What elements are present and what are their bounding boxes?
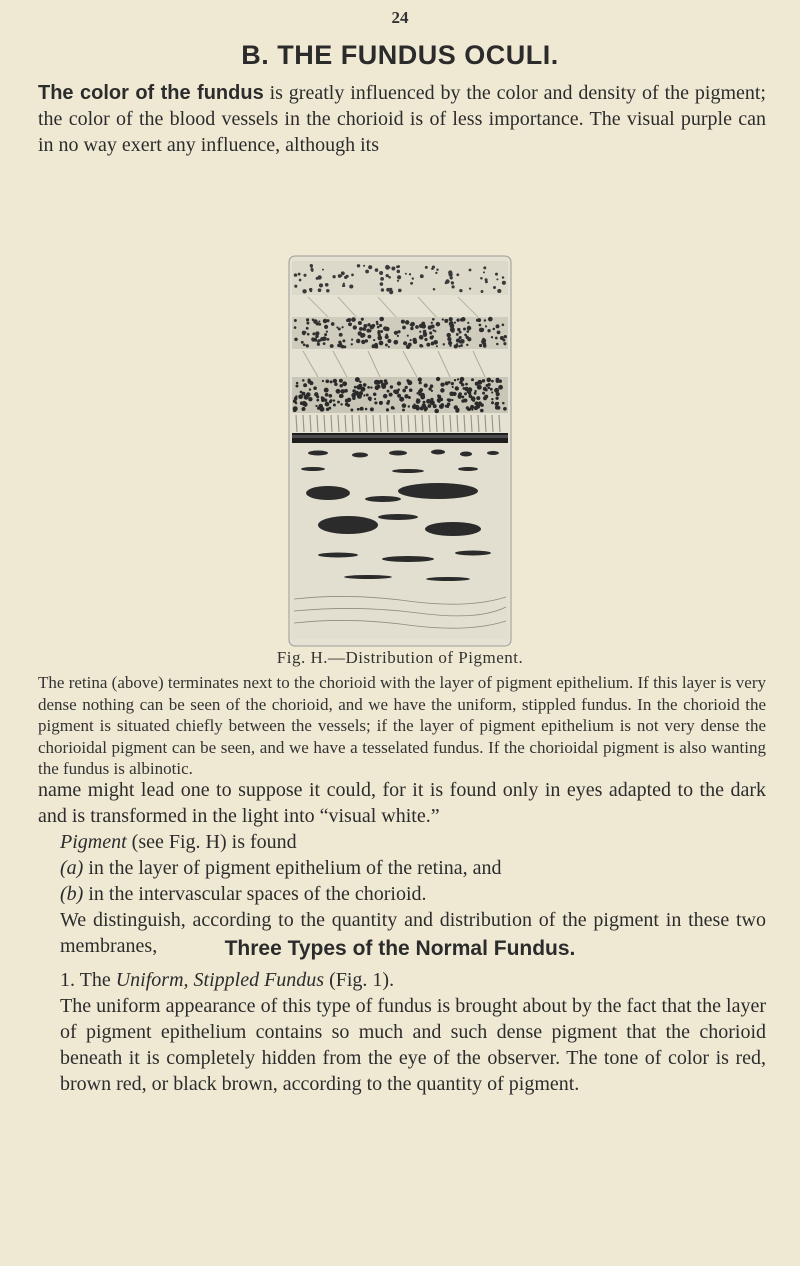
type-1-title: 1. The Uniform, Stippled Fundus (Fig. 1). — [60, 969, 395, 991]
figure-description: The retina (above) terminates next to the chorioid with the layer of pigment epithelium. If this layer is very dense nothing can be seen of the chorioid, and we have the uniform, stippled fundus. In the chorioid the pigment is situated chiefly between the vessels; if the layer of pigment epithelium is not very dense the chorioidal pigment can be seen, and we have a tesselated fundus. If the chorioidal pigment is also wanting the fundus is albinotic. — [38, 673, 766, 778]
intro-lead-in: The color of the fundus — [38, 82, 264, 104]
types-subheading: Three Types of the Normal Fundus. — [224, 937, 576, 960]
list-item-a: (a) in the layer of pigment epithelium of the retina, and — [60, 857, 502, 879]
page-number: 24 — [391, 8, 409, 27]
list-item-b: (b) in the intervascular spaces of the chorioid. — [60, 883, 427, 905]
pigment-line: Pigment (see Fig. H) is found — [60, 831, 297, 853]
type-1-paragraph: The uniform appearance of this type of fundus is brought about by the fact that the layer of pigment epithelium contains so much and such dense pigment that the chorioid beneath it is completely hidden from the eye of the observer. The tone of color is red, brown red, or black brown, according to the quantity of pigment. — [60, 995, 766, 1095]
continuation-block — [38, 777, 766, 959]
continuation-text: name might lead one to suppose it could, for it is found only in eyes adapted to the dark and is transformed in the light into “visual white.” — [38, 779, 766, 827]
figure-caption: Fig. H.—Distribution of Pigment. — [276, 648, 524, 667]
types-block — [38, 967, 766, 1097]
closing-text: We distinguish, according to the quantity and distribution of the pigment in these two membranes, — [60, 909, 766, 957]
intro-paragraph — [38, 80, 766, 158]
intro-text: is greatly influenced by the color and density of the pigment; the color of the blood vessels in the chorioid is of less importance. The visual purple can in no way exert any influence, although its — [38, 82, 766, 156]
section-heading: B. THE FUNDUS OCULI. — [241, 40, 559, 70]
pigment-label: Pigment — [60, 831, 127, 853]
pigment-distribution-figure — [288, 255, 512, 647]
